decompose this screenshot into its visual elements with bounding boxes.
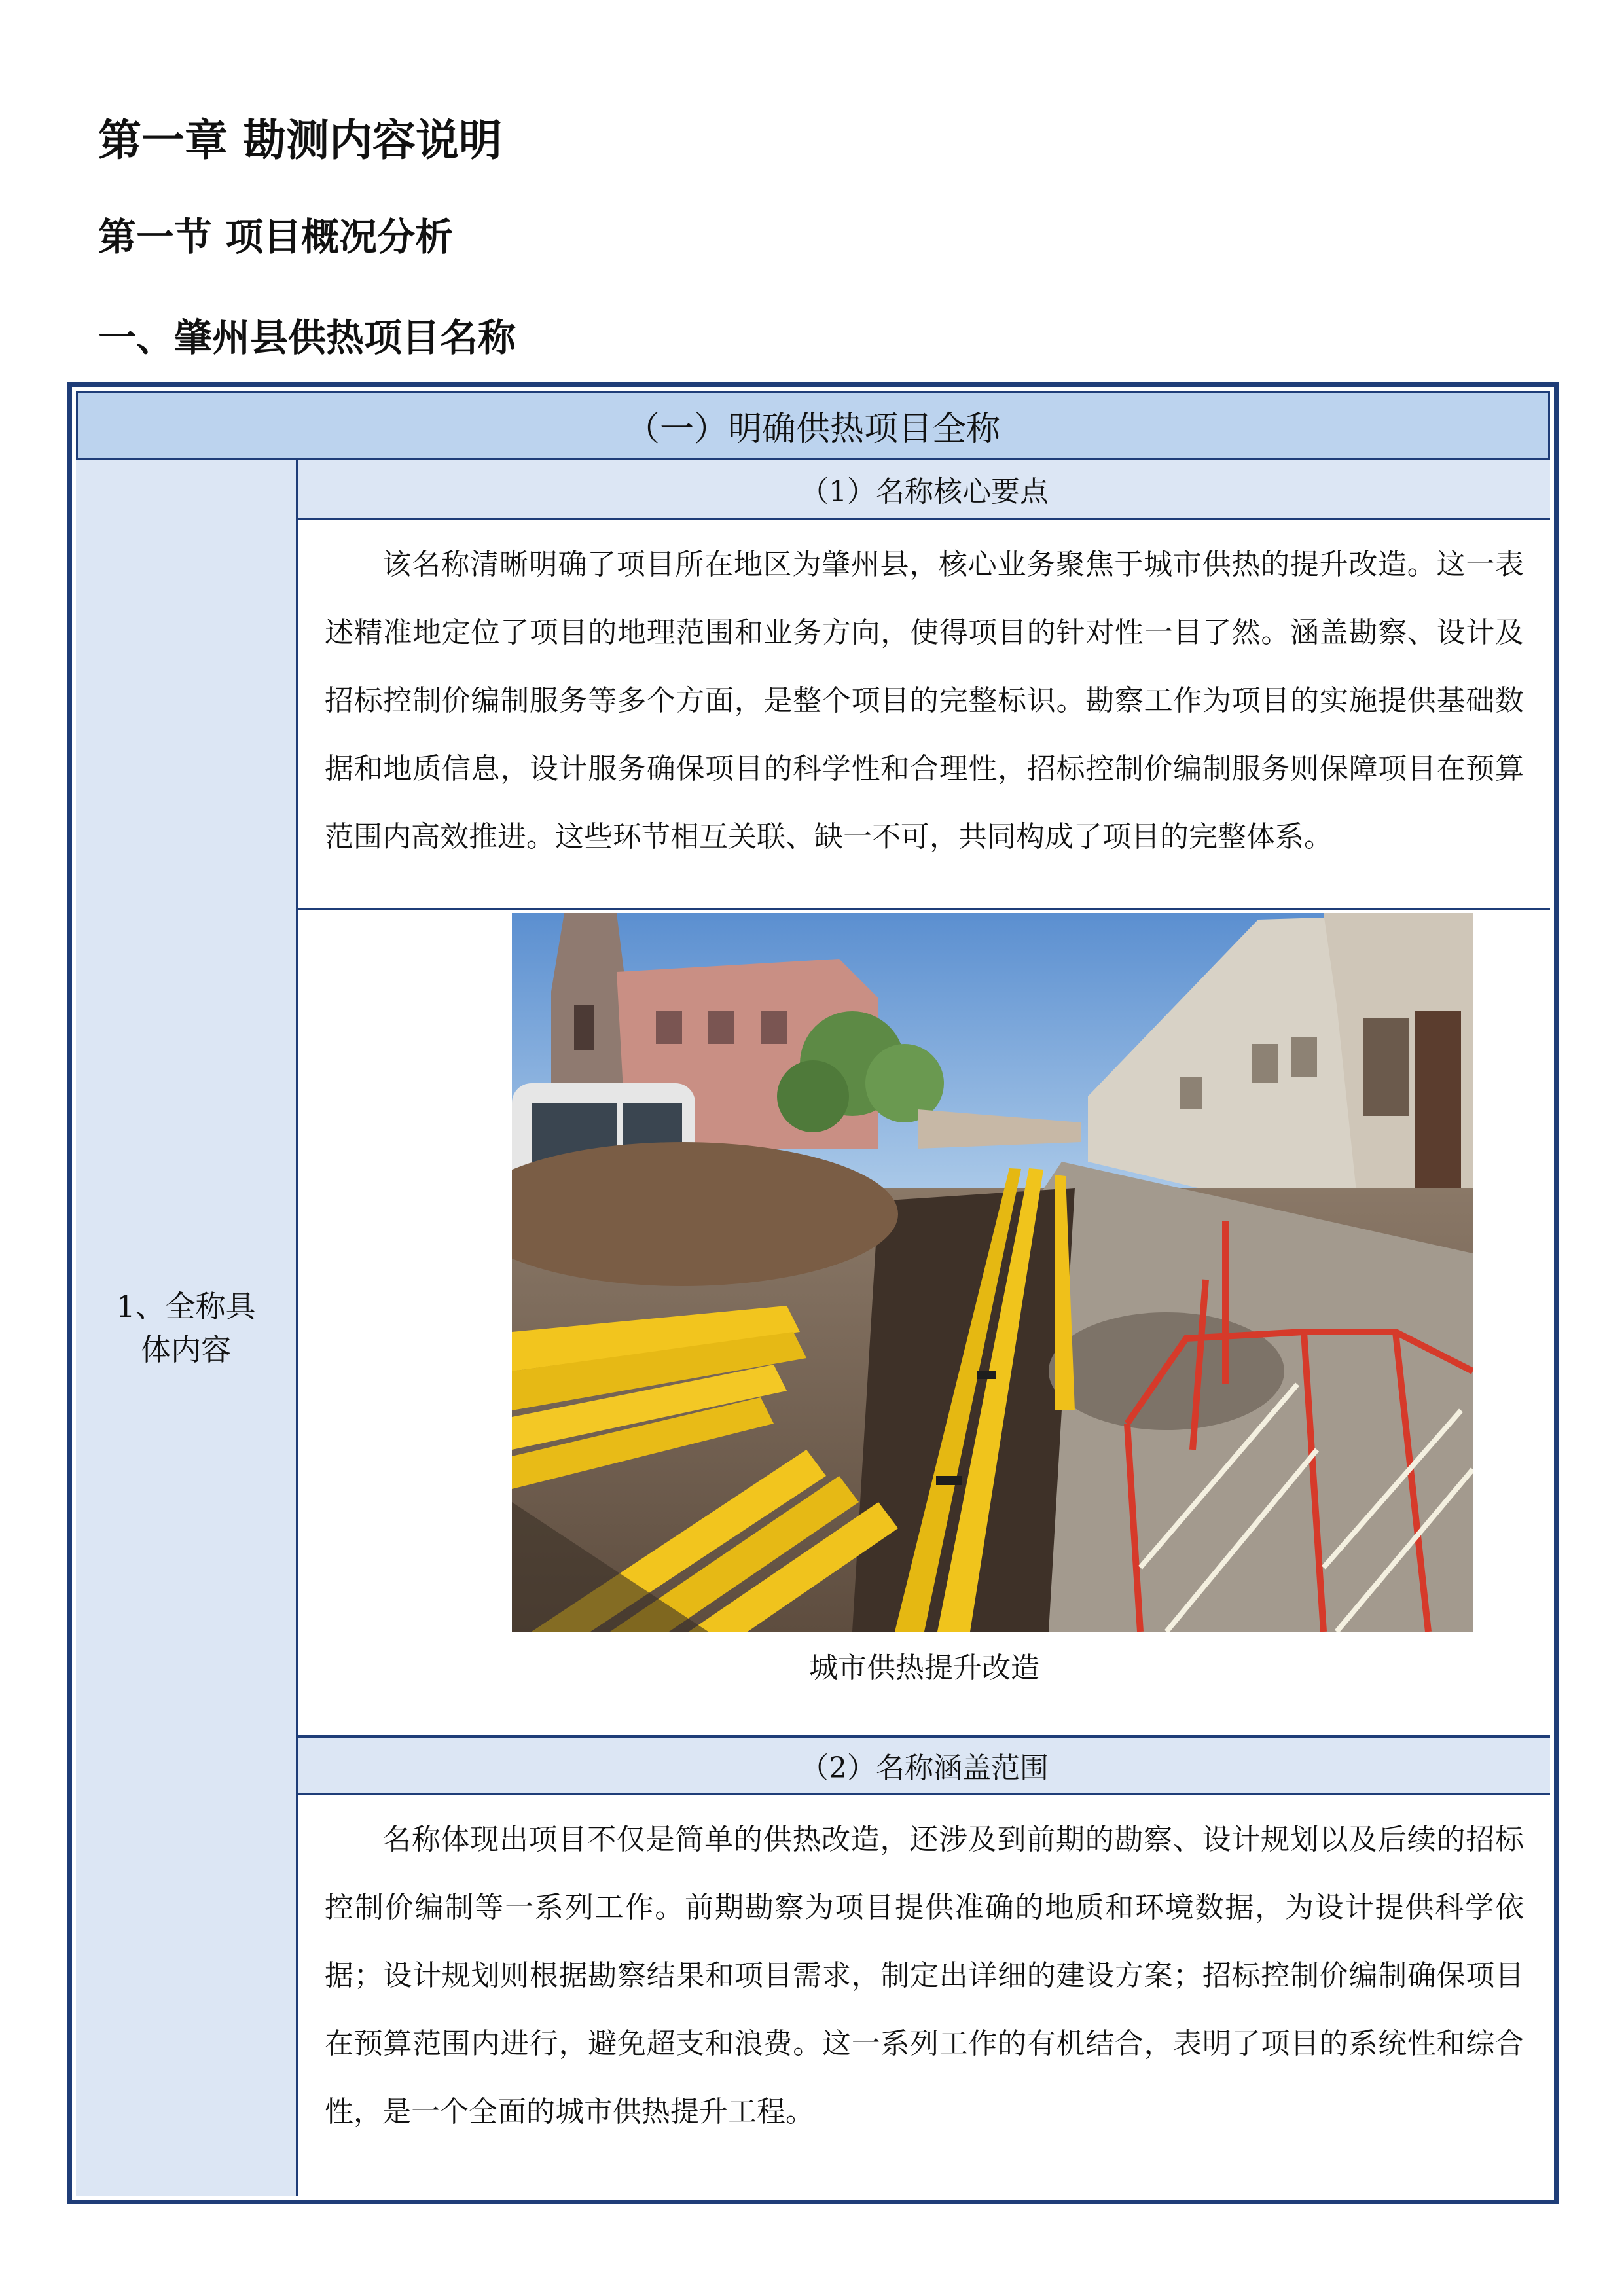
photo-caption: 城市供热提升改造 xyxy=(809,1651,1039,1685)
photo-cell xyxy=(298,910,1550,1735)
heating-pipe-trench-photo xyxy=(512,913,1473,1632)
chapter-title: 第一章 勘测内容说明 xyxy=(98,115,502,166)
table-title: （一）明确供热项目全称 xyxy=(76,391,1550,460)
row-label-cell xyxy=(76,460,298,2196)
subsection-title: 一、肇州县供热项目名称 xyxy=(98,315,516,360)
part1-paragraph: 该名称清晰明确了项目所在地区为肇州县，核心业务聚焦于城市供热的提升改造。这一表述精准地定位了项目的地理范围和业务方向，使得项目的针对性一目了然。涵盖勘察、设计及招标控制价编制服务等多个方面，是整个项目的完整标识。勘察工作为项目的实施提供基础数据和地质信息，设计服务确保项目的科学性和合理性，招标控制价编制服务则保障项目在预算范围内高效推进。这些环节相互关联、缺一不可，共同构成了项目的完整体系。 xyxy=(298,520,1550,910)
project-name-table xyxy=(67,382,1559,2204)
part2-paragraph: 名称体现出项目不仅是简单的供热改造，还涉及到前期的勘察、设计规划以及后续的招标控制价编制等一系列工作。前期勘察为项目提供准确的地质和环境数据，为设计提供科学依据；设计规划则根据勘察结果和项目需求，制定出详细的建设方案；招标控制价编制确保项目在预算范围内进行，避免超支和浪费。这一系列工作的有机结合，表明了项目的系统性和综合性，是一个全面的城市供热提升工程。 xyxy=(325,1823,1524,2128)
part2-heading: （2）名称涵盖范围 xyxy=(298,1735,1550,1795)
section-title: 第一节 项目概况分析 xyxy=(98,215,454,259)
row-label: 1、全称具体内容 xyxy=(116,1289,256,1367)
part1-heading: （1）名称核心要点 xyxy=(298,460,1550,520)
